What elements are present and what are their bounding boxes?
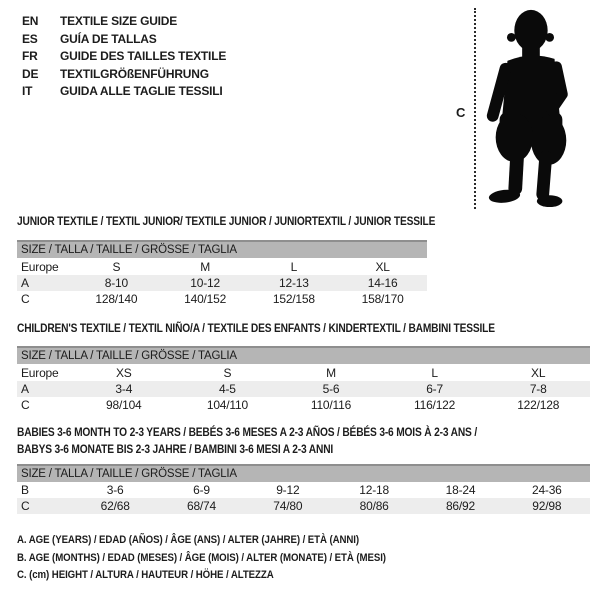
junior-size-table-container: [17, 240, 427, 307]
legend-line-b: B. AGE (MONTHS) / EDAD (MESES) / ÂGE (MOIS) / ALTER (MONATE) / ETÀ (MESI): [17, 551, 386, 564]
size-bar-label: SIZE / TALLA / TAILLE / GRÖSSE / TAGLIA: [17, 241, 427, 258]
value-cell: 12-18: [331, 482, 417, 498]
value-cell: 86/92: [417, 498, 503, 514]
value-cell: 6-7: [383, 381, 487, 397]
language-title: TEXTILGRÖßENFÜHRUNG: [60, 66, 209, 81]
language-code: ES: [22, 31, 38, 46]
value-cell: 9-12: [245, 482, 331, 498]
children-size-table: [17, 346, 590, 413]
size-cell: S: [72, 258, 161, 275]
value-cell: 68/74: [158, 498, 244, 514]
row-label: C: [17, 291, 72, 307]
size-bar-label: SIZE / TALLA / TAILLE / GRÖSSE / TAGLIA: [17, 347, 590, 364]
value-cell: 74/80: [245, 498, 331, 514]
language-code: EN: [22, 14, 39, 28]
row-label: Europe: [17, 258, 72, 275]
table-row: [17, 364, 590, 381]
language-row-es: [22, 31, 226, 49]
value-cell: 152/158: [250, 291, 339, 307]
size-bar-row: [17, 465, 590, 482]
language-row-it: [22, 83, 226, 101]
children-size-table-container: [17, 346, 590, 413]
value-cell: 8-10: [72, 275, 161, 291]
babies-heading-line2: BABYS 3-6 MONATE BIS 2-3 JAHRE / BAMBINI 3-6 MESI A 2-3 ANNI: [17, 442, 334, 456]
baby-silhouette-icon: [480, 4, 580, 210]
row-label: Europe: [17, 364, 72, 381]
language-title: TEXTILE SIZE GUIDE: [60, 14, 178, 28]
size-cell: L: [250, 258, 339, 275]
size-bar-row: [17, 347, 590, 364]
table-row: [17, 498, 590, 514]
size-cell: XS: [72, 364, 176, 381]
value-cell: 24-36: [504, 482, 590, 498]
value-cell: 4-5: [176, 381, 280, 397]
value-cell: 7-8: [486, 381, 590, 397]
row-label: A: [17, 275, 72, 291]
value-cell: 5-6: [279, 381, 383, 397]
value-cell: 140/152: [161, 291, 250, 307]
row-label: B: [17, 482, 72, 498]
language-code: IT: [22, 84, 33, 99]
table-row: [17, 381, 590, 397]
table-row: [17, 275, 427, 291]
babies-size-table: [17, 464, 590, 514]
row-label: C: [17, 397, 72, 413]
value-cell: 12-13: [250, 275, 339, 291]
size-bar-label: SIZE / TALLA / TAILLE / GRÖSSE / TAGLIA: [17, 465, 590, 482]
size-cell: XL: [486, 364, 590, 381]
value-cell: 122/128: [486, 397, 590, 413]
legend-line-a: A. AGE (YEARS) / EDAD (AÑOS) / ÂGE (ANS) / ALTER (JAHRE) / ETÀ (ANNI): [17, 534, 360, 546]
junior-section-heading: JUNIOR TEXTILE / TEXTIL JUNIOR/ TEXTILE JUNIOR / JUNIORTEXTIL / JUNIOR TESSILE: [17, 214, 436, 228]
value-cell: 62/68: [72, 498, 158, 514]
table-row: [17, 291, 427, 307]
value-cell: 18-24: [417, 482, 503, 498]
height-measure-label: C: [456, 105, 466, 120]
babies-heading-line1: BABIES 3-6 MONTH TO 2-3 YEARS / BEBÉS 3-6 MESES A 2-3 AÑOS / BÉBÉS 3-6 MOIS À 2-3 ANS /: [17, 425, 478, 439]
babies-size-table-container: [17, 464, 590, 514]
value-cell: 14-16: [338, 275, 427, 291]
value-cell: 92/98: [504, 498, 590, 514]
value-cell: 80/86: [331, 498, 417, 514]
language-title: GUIDE DES TAILLES TEXTILE: [60, 49, 227, 64]
table-row: [17, 258, 427, 275]
language-title: GUÍA DE TALLAS: [60, 31, 157, 46]
size-cell: M: [279, 364, 383, 381]
value-cell: 6-9: [158, 482, 244, 498]
size-bar-row: [17, 241, 427, 258]
table-row: [17, 397, 590, 413]
language-row-en: [22, 13, 226, 31]
size-cell: XL: [338, 258, 427, 275]
children-section-heading: CHILDREN'S TEXTILE / TEXTIL NIÑO/A / TEXTILE DES ENFANTS / KINDERTEXTIL / BAMBINI TESSILE: [17, 321, 495, 335]
value-cell: 116/122: [383, 397, 487, 413]
value-cell: 3-6: [72, 482, 158, 498]
value-cell: 158/170: [338, 291, 427, 307]
value-cell: 104/110: [176, 397, 280, 413]
row-label: C: [17, 498, 72, 514]
size-cell: L: [383, 364, 487, 381]
value-cell: 3-4: [72, 381, 176, 397]
value-cell: 128/140: [72, 291, 161, 307]
value-cell: 98/104: [72, 397, 176, 413]
babies-section-heading: [17, 424, 477, 458]
junior-size-table: [17, 240, 427, 307]
language-row-fr: [22, 48, 226, 66]
language-code: DE: [22, 66, 39, 81]
language-title: GUIDA ALLE TAGLIE TESSILI: [60, 84, 223, 99]
value-cell: 10-12: [161, 275, 250, 291]
table-row: [17, 482, 590, 498]
language-row-de: [22, 66, 226, 84]
measure-legend: [17, 532, 436, 585]
size-cell: M: [161, 258, 250, 275]
language-code: FR: [22, 49, 38, 64]
value-cell: 110/116: [279, 397, 383, 413]
legend-line-c: C. (cm) HEIGHT / ALTURA / HAUTEUR / HÖHE / ALTEZZA: [17, 569, 274, 582]
row-label: A: [17, 381, 72, 397]
language-list: [22, 13, 226, 101]
height-measure-dotted-line: [474, 8, 476, 209]
size-cell: S: [176, 364, 280, 381]
